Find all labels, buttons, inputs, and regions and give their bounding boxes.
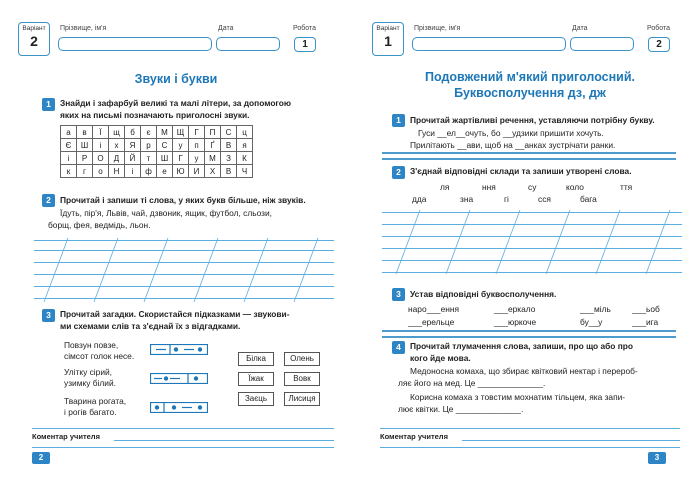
letter-cell[interactable]: К [237,152,253,165]
letter-cell[interactable]: Й [125,152,141,165]
riddle-line: Улітку сірий, [64,367,113,377]
letter-cell[interactable]: П [205,126,221,139]
letter-cell[interactable]: Г [189,126,205,139]
letter-cell[interactable]: М [205,152,221,165]
fill-word[interactable]: ___ерельце [408,317,455,327]
letter-cell[interactable]: Г [173,152,189,165]
writing-lines[interactable] [34,232,334,304]
sound-scheme [150,373,208,384]
teacher-comment-line[interactable] [462,440,680,441]
letter-cell[interactable]: Д [109,152,125,165]
answer-box[interactable]: Заєць [238,392,274,406]
definition-line[interactable]: лює квітки. Це ______________. [398,404,524,414]
task-number: 1 [42,98,55,111]
section-divider [382,152,676,160]
letter-cell[interactable]: б [125,126,141,139]
task-text [410,340,633,364]
riddle-line: і рогів багато. [64,407,117,417]
page-title: Звуки і букви [134,72,218,86]
variant-number: 2 [30,33,38,49]
answer-box[interactable]: Олень [284,352,320,366]
writing-lines[interactable] [382,206,682,276]
header [372,22,688,56]
letter-cell[interactable]: Ї [93,126,109,139]
page-number: 3 [648,452,666,464]
task-text [60,308,289,332]
letter-cell[interactable]: Ш [77,139,93,152]
task-text: Прочитай жартівливі речення, уставляючи потрібну букву. [410,115,655,125]
letter-cell[interactable]: у [173,139,189,152]
riddle-line: Тварина рогата, [64,396,127,406]
header [18,22,334,56]
letter-cell[interactable]: О [93,152,109,165]
letter-row [61,139,253,152]
answer-box[interactable]: Лисиця [284,392,320,406]
letter-cell[interactable]: В [221,139,237,152]
letter-cell[interactable]: і [125,165,141,178]
letter-cell[interactable]: Щ [173,126,189,139]
work-number: 1 [294,37,316,52]
definition-line: Корисна комаха з товстим мохнатим тільцем, яка запи- [410,392,626,402]
teacher-comment-line[interactable] [32,447,334,448]
syllable[interactable]: бага [580,194,597,204]
syllable[interactable]: дда [412,194,427,204]
sentence-line[interactable]: Гуси __ел__очуть, бо __удзики пришити хочуть. [418,128,604,138]
task-line: кого йде мова. [410,353,471,363]
answer-box[interactable]: Білка [238,352,274,366]
letter-cell[interactable]: Є [61,139,77,152]
divider [32,428,334,429]
task-number: 2 [392,166,405,179]
letter-cell[interactable]: Ю [173,165,189,178]
teacher-comment-line[interactable] [114,440,334,441]
letter-cell[interactable]: е [157,165,173,178]
task-number: 1 [392,114,405,127]
teacher-comment-line[interactable] [380,447,680,448]
fill-word[interactable]: наро___ення [408,304,460,314]
task-text: Устав відповідні буквосполучення. [410,289,557,299]
divider [380,428,680,429]
syllable[interactable]: коло [566,182,584,192]
name-label: Прізвище, ім'я [414,25,461,32]
fill-word[interactable]: ___міль [580,304,611,314]
fill-word[interactable]: ___ьоб [632,304,660,314]
task-text: Прочитай і запиши ті слова, у яких букв більше, ніж звуків. [60,195,306,205]
letter-cell[interactable]: Н [109,165,125,178]
date-field[interactable] [216,37,280,51]
fill-word[interactable]: бу__у [580,317,603,327]
word-list: Їдуть, пір'я, Львів, чай, дзвоник, ящик, футбол, сльози, [60,208,272,218]
fill-word[interactable]: ___еркало [494,304,536,314]
task-line: Прочитай загадки. Скористайся підказками — звукови- [60,309,290,319]
letter-cell[interactable]: Ч [237,165,253,178]
letter-cell[interactable]: і [61,152,77,165]
fill-word[interactable]: ___юркоче [494,317,537,327]
letter-row [61,152,253,165]
date-field[interactable] [570,37,634,51]
riddle-line: Повзун повзе, [64,340,119,350]
letter-cell[interactable]: щ [109,126,125,139]
letter-cell[interactable]: п [189,139,205,152]
task-number: 4 [392,341,405,354]
letter-cell[interactable]: ф [141,165,157,178]
letter-cell[interactable]: И [189,165,205,178]
letter-cell[interactable]: є [141,126,157,139]
teacher-comment-label: Коментар учителя [32,432,100,441]
definition-line: Медоносна комаха, що збирає квітковий нектар і перероб- [410,366,638,376]
letter-cell[interactable]: Р [77,152,93,165]
letter-cell[interactable]: о [93,165,109,178]
definition-line[interactable]: ляє його на мед. Це ______________. [398,378,546,388]
syllable[interactable]: ння [482,182,496,192]
answer-box[interactable]: Їжак [238,372,274,386]
date-label: Дата [572,25,588,32]
page-subtitle: Буквосполучення дз, дж [454,86,606,100]
page-number: 2 [32,452,50,464]
letter-row [61,126,253,139]
letter-cell[interactable]: а [61,126,77,139]
task-line: яких на письмі позначають приголосні звуки. [60,110,250,120]
sound-scheme [150,402,208,413]
riddle-line: сімсот голок несе. [64,351,135,361]
answer-box[interactable]: Вовк [284,372,320,386]
task-line: ми схемами слів та з'єднай їх з відгадками. [60,321,241,331]
letter-cell[interactable]: З [221,152,237,165]
syllable[interactable]: су [528,182,537,192]
letter-cell[interactable]: С [157,139,173,152]
letter-row [61,165,253,178]
variant-box [372,22,404,56]
work-number: 2 [648,37,670,52]
work-label: Робота [647,25,671,32]
name-label: Прізвище, ім'я [60,25,107,32]
letter-cell[interactable]: у [189,152,205,165]
sentence-line[interactable]: Прилітають __ави, щоб на __анках зустрічати ранки. [410,140,616,150]
riddle-line: узимку білий. [64,378,116,388]
letter-cell[interactable]: М [157,126,173,139]
teacher-comment-label: Коментар учителя [380,432,448,441]
task-number: 3 [392,288,405,301]
slant-lines [382,206,682,276]
letter-cell[interactable]: в [77,126,93,139]
letter-cell[interactable]: Я [125,139,141,152]
task-number: 3 [42,309,55,322]
letter-cell[interactable]: Ш [157,152,173,165]
letter-cell[interactable]: р [141,139,157,152]
task-text: З'єднай відповідні склади та запиши утворені слова. [410,166,632,176]
task-line: Прочитай тлумачення слова, запиши, про що або про [410,341,634,351]
syllable[interactable]: зна [460,194,474,204]
letter-cell[interactable]: к [61,165,77,178]
letter-cell[interactable]: С [221,126,237,139]
variant-number: 1 [384,33,392,49]
sound-scheme [150,344,208,355]
letter-grid[interactable] [60,125,253,178]
syllable[interactable]: сся [538,194,551,204]
variant-label: Варіант [376,25,400,32]
letter-cell[interactable]: В [221,165,237,178]
slant-lines [34,232,334,304]
letter-cell[interactable]: ц [237,126,253,139]
letter-cell[interactable]: т [141,152,157,165]
syllable[interactable]: ля [440,182,450,192]
fill-word[interactable]: ___ига [632,317,659,327]
letter-cell[interactable]: Х [205,165,221,178]
variant-box [18,22,50,56]
name-field[interactable] [58,37,212,51]
left-page [18,0,348,485]
task-number: 2 [42,194,55,207]
word-list: борщ, фея, ведмідь, льон. [48,220,151,230]
date-label: Дата [218,25,234,32]
letter-cell[interactable]: і [93,139,109,152]
work-label: Робота [293,25,317,32]
page-title: Подовжений м'який приголосний. [424,70,636,84]
task-text [60,97,291,121]
name-field[interactable] [412,37,566,51]
syllable[interactable]: ття [620,182,633,192]
letter-cell[interactable]: Ґ [205,139,221,152]
right-page [372,0,700,485]
syllable[interactable]: гі [504,194,509,204]
letter-cell[interactable]: г [77,165,93,178]
variant-label: Варіант [22,25,46,32]
task-line: Знайди і зафарбуй великі та малі літери, за допомогою [60,98,292,108]
letter-cell[interactable]: х [109,139,125,152]
section-divider [382,330,676,338]
letter-cell[interactable]: я [237,139,253,152]
